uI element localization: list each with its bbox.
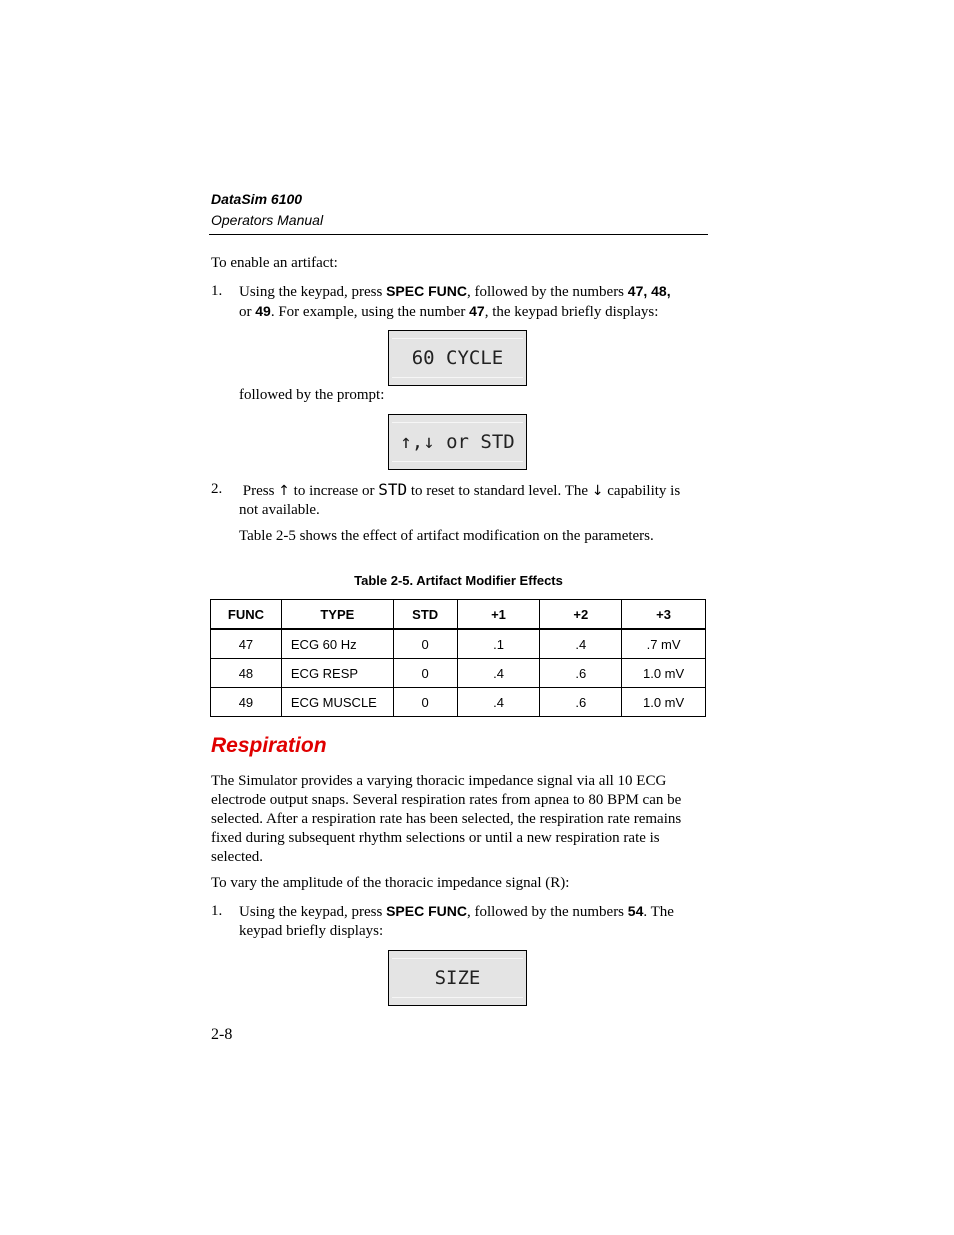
- display-text: 60 CYCLE: [411, 347, 504, 369]
- keypad-display-60-cycle: [388, 330, 527, 386]
- step1-line1: Using the keypad, press SPEC FUNC, followed by the numbers 47, 48,: [239, 283, 671, 300]
- column-header: STD: [393, 600, 457, 630]
- down-arrow-icon: ↓: [423, 431, 435, 453]
- table-cell: .4: [540, 629, 622, 659]
- table-row: [211, 629, 706, 659]
- column-header: +3: [622, 600, 706, 630]
- table-cell: .6: [540, 659, 622, 688]
- table-cell: 47: [211, 629, 282, 659]
- paragraph-line: selected.: [211, 849, 264, 865]
- keypad-display-size: [388, 950, 527, 1006]
- table-cell: .6: [540, 688, 622, 717]
- step1-line2: or 49. For example, using the number 47, the keypad briefly displays:: [239, 303, 659, 320]
- step2-line2: not available.: [239, 502, 320, 518]
- step2-number: 2.: [211, 481, 223, 497]
- manual-title: DataSim 6100: [211, 191, 303, 207]
- manual-subtitle: Operators Manual: [211, 212, 324, 228]
- std-key-label: STD: [378, 480, 408, 499]
- table-row: [211, 659, 706, 688]
- paragraph-line: fixed during subsequent rhythm selections or until a new respiration rate is: [211, 830, 660, 846]
- step1-number: 1.: [211, 283, 223, 299]
- up-arrow-icon: ↑: [278, 483, 290, 499]
- table-intro-text: Table 2-5 shows the effect of artifact modification on the parameters.: [239, 528, 654, 544]
- artifact-modifier-table: [210, 599, 706, 717]
- column-header: +1: [457, 600, 540, 630]
- table-cell: 0: [393, 629, 457, 659]
- paragraph-line: The Simulator provides a varying thoracic impedance signal via all 10 ECG: [211, 773, 667, 789]
- table-cell: ECG 60 Hz: [281, 629, 393, 659]
- step2-line1: Press ↑ to increase or STD to reset to standard level. The ↓ capability is: [242, 480, 681, 499]
- table-caption: Table 2-5. Artifact Modifier Effects: [354, 573, 563, 588]
- section-heading: Respiration: [211, 734, 327, 757]
- column-header: TYPE: [281, 600, 393, 630]
- table-cell: 0: [393, 688, 457, 717]
- keypad-display-prompt: [388, 414, 527, 470]
- table-row: [211, 688, 706, 717]
- table-header-row: [211, 600, 706, 630]
- column-header: FUNC: [211, 600, 282, 630]
- amplitude-intro-text: To vary the amplitude of the thoracic impedance signal (R):: [211, 875, 570, 891]
- table-cell: .7 mV: [622, 629, 706, 659]
- table-cell: ECG MUSCLE: [281, 688, 393, 717]
- step1-text: [239, 282, 709, 322]
- page-number: 2-8: [211, 1026, 233, 1043]
- table-cell: ECG RESP: [281, 659, 393, 688]
- table-cell: 0: [393, 659, 457, 688]
- respiration-paragraph: [211, 772, 711, 867]
- up-arrow-icon: ↑: [400, 431, 412, 453]
- paragraph-line: selected. After a respiration rate has been selected, the respiration rate remains: [211, 811, 682, 827]
- header-rule: [209, 234, 708, 235]
- table-cell: .4: [457, 659, 540, 688]
- resp-step1-number: 1.: [211, 903, 223, 919]
- resp-step1-line2: keypad briefly displays:: [239, 923, 384, 939]
- step2-text: [239, 480, 709, 520]
- intro-text: To enable an artifact:: [211, 255, 338, 271]
- down-arrow-icon: ↓: [591, 483, 604, 499]
- table-cell: .1: [457, 629, 540, 659]
- display-text: ↑,↓ or STD: [400, 431, 515, 453]
- display-text: SIZE: [434, 967, 481, 989]
- table-cell: 49: [211, 688, 282, 717]
- table-cell: 1.0 mV: [622, 659, 706, 688]
- resp-step1-text: [239, 902, 709, 941]
- column-header: +2: [540, 600, 622, 630]
- followed-by-text: followed by the prompt:: [239, 387, 385, 403]
- table-cell: 48: [211, 659, 282, 688]
- table-cell: 1.0 mV: [622, 688, 706, 717]
- paragraph-line: electrode output snaps. Several respiration rates from apnea to 80 BPM can be: [211, 792, 682, 808]
- resp-step1-line1: Using the keypad, press SPEC FUNC, followed by the numbers 54. The: [239, 903, 674, 920]
- table-cell: .4: [457, 688, 540, 717]
